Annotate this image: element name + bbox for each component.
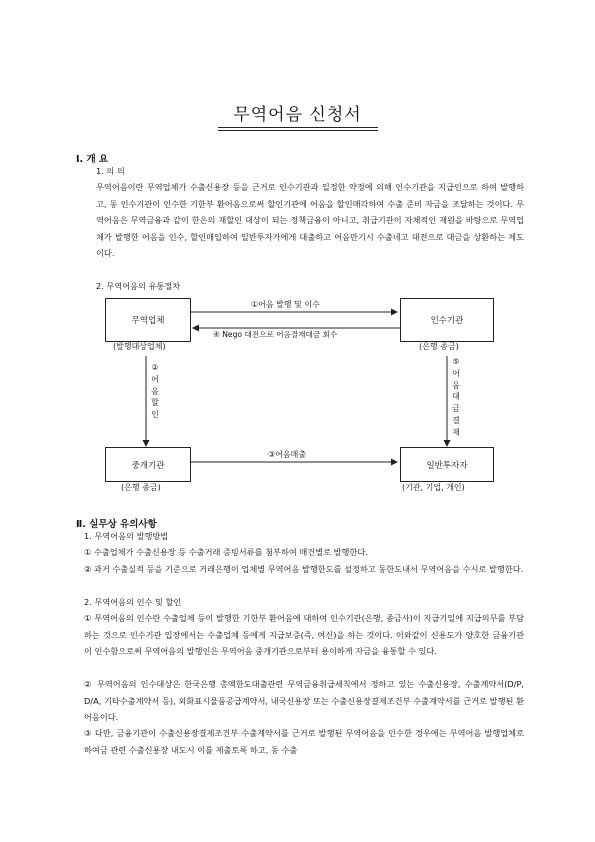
node-acceptor: 인수기관 <box>400 298 494 342</box>
section2-item2: ② 과거 수출실적 등을 기준으로 거래은행이 업체별 무역어음 발행한도를 설정하고 동한도내서 무역어음을 수시로 발행한다. <box>84 564 524 574</box>
section2-item3: ① 무역어음의 인수란 수출업체 등이 발행한 기한부 환어음에 대하여 인수기관(은행, 종금사)이 지급기일에 지급의무를 부담하는 것으로 인수기관 입장에서는 수출업체 등에게 지급보증(즉, 여신)을 하는 것이다. 이와같이 신용도가 양호한 금융기관이 인수함으로써 무역어음의 발행인은 무역어음 중개기관으로부터 용이하게 자금을 융통할 수 있다. <box>84 613 524 657</box>
caption-broker: (은행 종금) <box>121 483 161 492</box>
node-broker: 중개기관 <box>105 447 191 482</box>
caption-exporter: (발행대상업체) <box>113 342 166 351</box>
section2-heading: Ⅱ. 실무상 유의사항 <box>76 519 157 530</box>
page-title: 무역어음 신청서 <box>233 105 362 125</box>
section2-sub1: 1. 무역어음의 발행방법 <box>84 531 169 541</box>
flow-label-sale: ③어음매출 <box>268 450 307 459</box>
flow-label-issue: ①어음 발행 및 이수 <box>251 300 320 309</box>
caption-investor: (기관, 기업, 개인) <box>402 483 465 492</box>
section2-item5: ③ 다만, 금융기관이 수출신용장결제조건부 수출계약서를 근거로 발행된 무역어음을 인수한 경우에는 무역어음 발행업체로 하여금 관련 수출신용장 내도시 이를 제출토록 하고, 동 수출 <box>84 728 524 755</box>
section2-sub2: 2. 무역어음의 인수 및 할인 <box>84 597 182 607</box>
flow-label-nego: ④ Nego 대전으로 어음결재대금 회수 <box>213 330 338 339</box>
section1-heading: Ⅰ. 개 요 <box>76 154 109 165</box>
node-exporter: 무역업체 <box>105 298 191 342</box>
section2-item4: ② 무역어음의 인수대상은 한국은행 총액한도대출관련 무역금융취급세칙에서 정하고 있는 수출신용장, 수출계약서(D/P, D/A, 기타수출계약서 등), 외화표시물품공급계약서, 내국신용장 또는 수출신용장결제조건부 수출계약서를 근거로 발행된 환어음이다. <box>84 679 524 723</box>
node-investor: 일반투자자 <box>400 447 494 482</box>
section1-paragraph: 무역어음이란 무역업체가 수출신용장 등을 근거로 인수기관과 일정한 약정에 의해 인수기관을 지급인으로 하여 발행하고, 동 인수기관이 인수한 기한부 환어음으로써 할인기관에 어음을 할인매각하여 수출 준비 자금을 조달하는 것이다. 무역어음은 무역금융과 같이 한은의 재할인 대상이 되는 정책금융이 아니고, 취급기관이 자체적인 재원을 바탕으로 무역업체가 발행한 어음을 인수, 할인매입하여 일반투자가에게 대출하고 어음만기시 수출네고 대전으로 대금을 상환하는 제도이다. <box>96 182 524 259</box>
section1-sub1: 1. 의 의 <box>96 166 125 176</box>
section1-sub2: 2. 무역어음의 유통절차 <box>96 281 181 291</box>
flow-label-settlement: ⑤ 어 음 대 금 결 재 <box>452 357 460 437</box>
flow-label-discount: ② 어 음 할 인 <box>151 363 159 420</box>
section2-item1: ① 수출업체가 수출신용장 등 수출거래 증빙서류를 첨부하여 매건별로 발행한다. <box>84 547 368 557</box>
caption-acceptor: (은행 종금) <box>419 342 459 351</box>
